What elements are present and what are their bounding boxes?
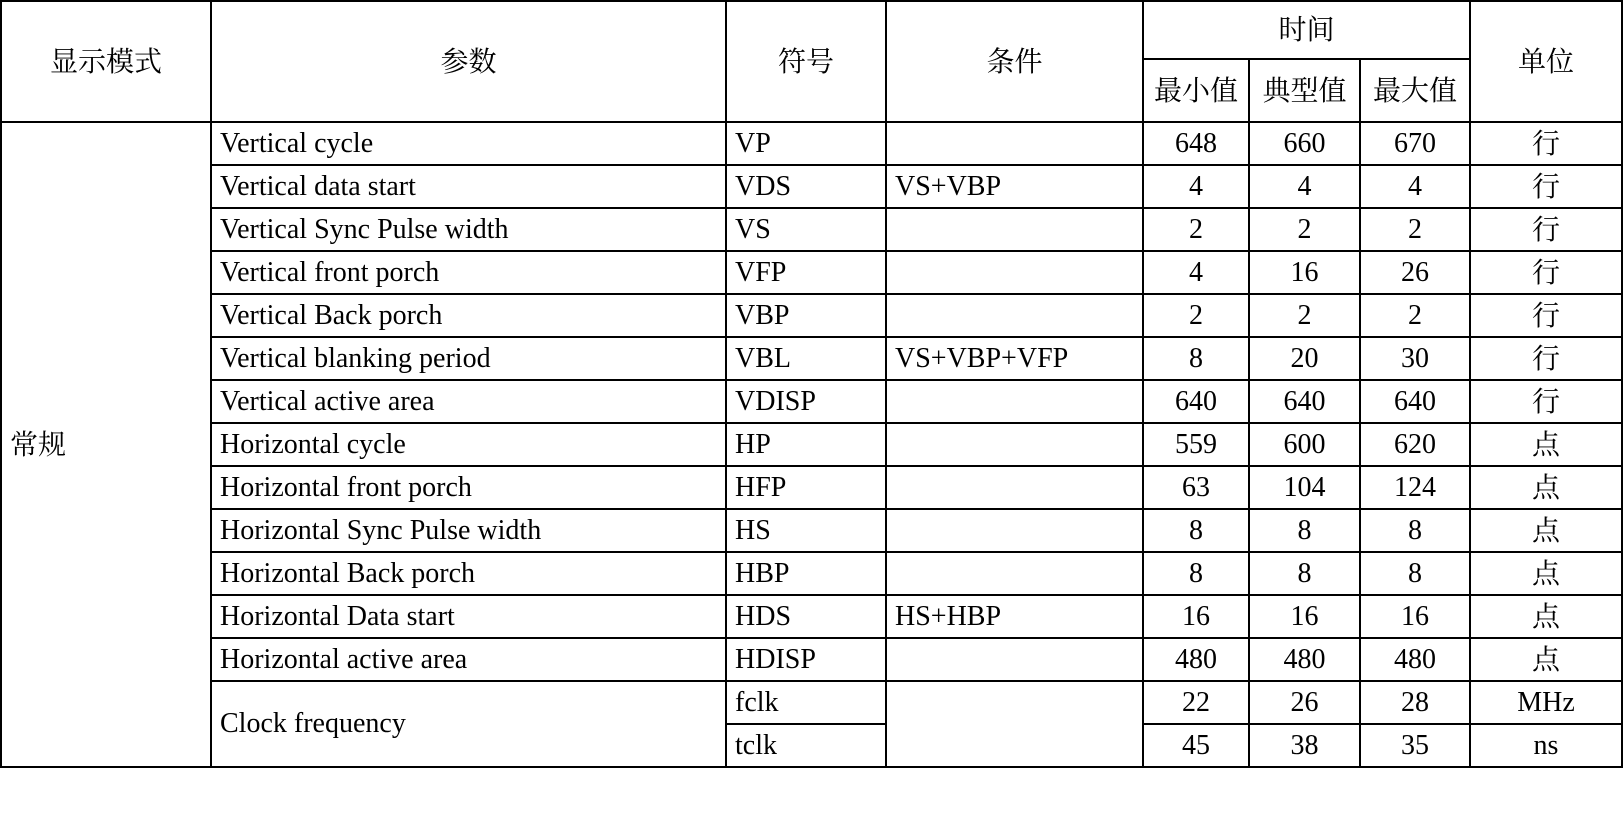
- param-cell: Vertical Sync Pulse width: [211, 208, 726, 251]
- typ-cell: 20: [1249, 337, 1360, 380]
- table-body: [1, 122, 1622, 767]
- table-row: [1, 165, 1622, 208]
- table-row: [1, 294, 1622, 337]
- min-cell: 4: [1143, 165, 1249, 208]
- max-cell: 30: [1360, 337, 1470, 380]
- header-mode: 显示模式: [1, 1, 211, 122]
- table-row: [1, 595, 1622, 638]
- min-cell: 45: [1143, 724, 1249, 767]
- param-cell: Horizontal front porch: [211, 466, 726, 509]
- min-cell: 640: [1143, 380, 1249, 423]
- min-cell: 16: [1143, 595, 1249, 638]
- condition-cell: VS+VBP+VFP: [886, 337, 1143, 380]
- max-cell: 480: [1360, 638, 1470, 681]
- unit-cell: 点: [1470, 509, 1622, 552]
- condition-cell: [886, 380, 1143, 423]
- symbol-cell: VP: [726, 122, 886, 165]
- unit-cell: 行: [1470, 165, 1622, 208]
- symbol-cell: HBP: [726, 552, 886, 595]
- unit-cell: 行: [1470, 208, 1622, 251]
- table-header: [1, 1, 1622, 122]
- table-row: [1, 681, 1622, 724]
- param-cell: Horizontal Data start: [211, 595, 726, 638]
- unit-cell: 点: [1470, 423, 1622, 466]
- max-cell: 620: [1360, 423, 1470, 466]
- condition-cell: [886, 122, 1143, 165]
- header-typ: 典型值: [1249, 59, 1360, 122]
- param-cell: Vertical front porch: [211, 251, 726, 294]
- table-row: [1, 552, 1622, 595]
- header-symbol: 符号: [726, 1, 886, 122]
- mode-cell: 常规: [1, 122, 211, 767]
- table-row: [1, 509, 1622, 552]
- unit-cell: 点: [1470, 466, 1622, 509]
- symbol-cell: HP: [726, 423, 886, 466]
- condition-cell: [886, 251, 1143, 294]
- condition-cell: [886, 423, 1143, 466]
- table-row: [1, 337, 1622, 380]
- table-row: [1, 423, 1622, 466]
- param-cell: Horizontal Back porch: [211, 552, 726, 595]
- typ-cell: 2: [1249, 208, 1360, 251]
- typ-cell: 104: [1249, 466, 1360, 509]
- min-cell: 8: [1143, 552, 1249, 595]
- unit-cell: ns: [1470, 724, 1622, 767]
- typ-cell: 4: [1249, 165, 1360, 208]
- unit-cell: 点: [1470, 552, 1622, 595]
- condition-cell: [886, 466, 1143, 509]
- min-cell: 2: [1143, 294, 1249, 337]
- min-cell: 559: [1143, 423, 1249, 466]
- param-cell: Vertical Back porch: [211, 294, 726, 337]
- condition-cell: VS+VBP: [886, 165, 1143, 208]
- clock-param-cell: Clock frequency: [211, 681, 726, 767]
- table-row: [1, 122, 1622, 165]
- symbol-cell: HDS: [726, 595, 886, 638]
- typ-cell: 16: [1249, 595, 1360, 638]
- min-cell: 2: [1143, 208, 1249, 251]
- max-cell: 124: [1360, 466, 1470, 509]
- max-cell: 35: [1360, 724, 1470, 767]
- min-cell: 648: [1143, 122, 1249, 165]
- max-cell: 640: [1360, 380, 1470, 423]
- param-cell: Horizontal cycle: [211, 423, 726, 466]
- min-cell: 63: [1143, 466, 1249, 509]
- min-cell: 8: [1143, 509, 1249, 552]
- condition-cell: [886, 208, 1143, 251]
- param-cell: Vertical blanking period: [211, 337, 726, 380]
- header-param: 参数: [211, 1, 726, 122]
- unit-cell: 行: [1470, 380, 1622, 423]
- symbol-cell: HDISP: [726, 638, 886, 681]
- typ-cell: 16: [1249, 251, 1360, 294]
- typ-cell: 2: [1249, 294, 1360, 337]
- typ-cell: 8: [1249, 552, 1360, 595]
- table-row: [1, 638, 1622, 681]
- header-min: 最小值: [1143, 59, 1249, 122]
- symbol-cell: VDS: [726, 165, 886, 208]
- header-condition: 条件: [886, 1, 1143, 122]
- typ-cell: 38: [1249, 724, 1360, 767]
- symbol-cell: HS: [726, 509, 886, 552]
- param-cell: Vertical cycle: [211, 122, 726, 165]
- unit-cell: 行: [1470, 294, 1622, 337]
- unit-cell: 点: [1470, 595, 1622, 638]
- unit-cell: MHz: [1470, 681, 1622, 724]
- unit-cell: 行: [1470, 251, 1622, 294]
- typ-cell: 600: [1249, 423, 1360, 466]
- symbol-cell: VBL: [726, 337, 886, 380]
- max-cell: 2: [1360, 294, 1470, 337]
- condition-cell: [886, 638, 1143, 681]
- max-cell: 8: [1360, 509, 1470, 552]
- symbol-cell: fclk: [726, 681, 886, 724]
- unit-cell: 行: [1470, 122, 1622, 165]
- min-cell: 480: [1143, 638, 1249, 681]
- symbol-cell: HFP: [726, 466, 886, 509]
- typ-cell: 480: [1249, 638, 1360, 681]
- clock-condition-cell: [886, 681, 1143, 767]
- header-unit: 单位: [1470, 1, 1622, 122]
- max-cell: 670: [1360, 122, 1470, 165]
- symbol-cell: VDISP: [726, 380, 886, 423]
- symbol-cell: VFP: [726, 251, 886, 294]
- max-cell: 2: [1360, 208, 1470, 251]
- min-cell: 8: [1143, 337, 1249, 380]
- header-max: 最大值: [1360, 59, 1470, 122]
- typ-cell: 660: [1249, 122, 1360, 165]
- unit-cell: 点: [1470, 638, 1622, 681]
- symbol-cell: tclk: [726, 724, 886, 767]
- param-cell: Horizontal Sync Pulse width: [211, 509, 726, 552]
- condition-cell: [886, 509, 1143, 552]
- max-cell: 28: [1360, 681, 1470, 724]
- symbol-cell: VS: [726, 208, 886, 251]
- max-cell: 8: [1360, 552, 1470, 595]
- table-row: [1, 466, 1622, 509]
- condition-cell: [886, 552, 1143, 595]
- symbol-cell: VBP: [726, 294, 886, 337]
- table-row: [1, 208, 1622, 251]
- param-cell: Vertical data start: [211, 165, 726, 208]
- max-cell: 4: [1360, 165, 1470, 208]
- min-cell: 4: [1143, 251, 1249, 294]
- table-row: [1, 380, 1622, 423]
- header-time: 时间: [1143, 1, 1470, 59]
- param-cell: Vertical active area: [211, 380, 726, 423]
- table-row: [1, 251, 1622, 294]
- param-cell: Horizontal active area: [211, 638, 726, 681]
- condition-cell: [886, 294, 1143, 337]
- unit-cell: 行: [1470, 337, 1622, 380]
- typ-cell: 640: [1249, 380, 1360, 423]
- max-cell: 26: [1360, 251, 1470, 294]
- typ-cell: 26: [1249, 681, 1360, 724]
- max-cell: 16: [1360, 595, 1470, 638]
- min-cell: 22: [1143, 681, 1249, 724]
- typ-cell: 8: [1249, 509, 1360, 552]
- condition-cell: HS+HBP: [886, 595, 1143, 638]
